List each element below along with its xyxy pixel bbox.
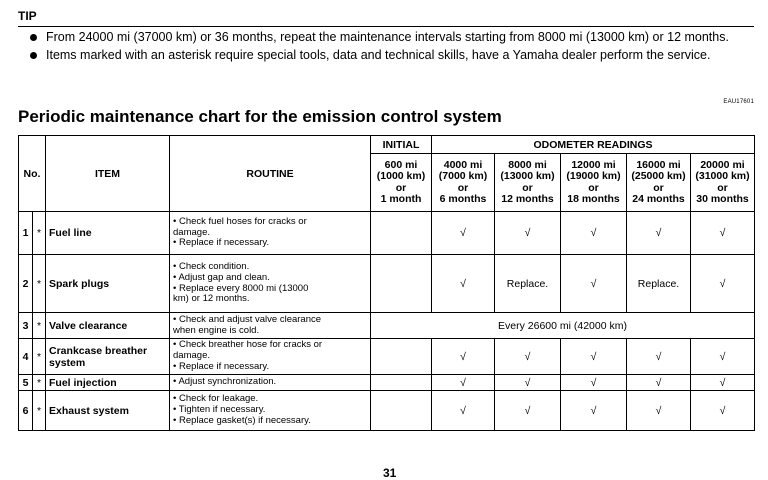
interval-line: (13000 km): [500, 170, 555, 182]
interval-cell: √: [627, 339, 691, 375]
interval-cell: √: [561, 339, 627, 375]
interval-cell: Replace.: [627, 255, 691, 313]
tip-header: [18, 6, 754, 27]
interval-line: 16000 mi: [636, 158, 681, 171]
interval-cell: √: [691, 339, 755, 375]
asterisk-marker: *: [33, 255, 46, 313]
asterisk-marker: *: [33, 391, 46, 431]
interval-line: or: [522, 181, 533, 194]
table-row: [19, 339, 755, 375]
interval-line: 4000 mi: [443, 158, 483, 171]
bullet-dot-icon: [30, 52, 37, 59]
row-number: 3: [19, 313, 33, 339]
page-number: 31: [383, 466, 397, 480]
interval-header: [495, 154, 561, 212]
tip-bullet: [30, 48, 754, 64]
interval-line: 1 month: [380, 193, 422, 205]
routine-line: damage.: [173, 226, 210, 238]
interval-cell: [371, 339, 432, 375]
interval-cell: √: [691, 255, 755, 313]
interval-cell: √: [495, 339, 561, 375]
interval-line: (7000 km): [438, 170, 488, 182]
interval-cell: √: [561, 391, 627, 431]
interval-cell: √: [432, 255, 495, 313]
routine-line: when engine is cold.: [173, 324, 260, 336]
routine-line: • Check condition.: [173, 260, 250, 272]
header-routine: ROUTINE: [170, 136, 371, 212]
interval-cell: Replace.: [495, 255, 561, 313]
interval-line: (25000 km): [631, 170, 686, 182]
header-odometer: ODOMETER READINGS: [432, 136, 755, 154]
item-name: Crankcase breather system: [46, 339, 170, 375]
interval-cell: √: [691, 212, 755, 255]
interval-line: (1000 km): [376, 170, 426, 182]
document-code: EAU17601: [723, 99, 754, 105]
interval-cell: √: [627, 391, 691, 431]
interval-cell: √: [495, 375, 561, 391]
table-row: [19, 212, 755, 255]
interval-line: or: [457, 181, 469, 194]
row-number: 2: [19, 255, 33, 313]
routine-line: • Replace if necessary.: [173, 237, 270, 249]
routine-line: • Adjust gap and clean.: [173, 271, 270, 283]
item-name: Fuel injection: [46, 375, 170, 391]
interval-cell: √: [432, 212, 495, 255]
tip-bullets: [30, 30, 754, 65]
item-name: Exhaust system: [46, 391, 170, 431]
tip-bullet-text: Items marked with an asterisk require special tools, data and technical skills, have a Yamaha dealer perform the service.: [46, 47, 711, 62]
interval-line: (19000 km): [566, 170, 621, 182]
interval-cell: √: [627, 212, 691, 255]
routine-line: • Replace if necessary.: [173, 360, 270, 372]
routine-line: • Check for leakage.: [173, 393, 259, 405]
row-number: 1: [19, 212, 33, 255]
interval-line: 6 months: [439, 193, 487, 205]
tip-bullet-text: From 24000 mi (37000 km) or 36 months, repeat the maintenance intervals starting from 8000 mi (13000 km) or 12 months.: [46, 30, 729, 44]
interval-cell: √: [627, 375, 691, 391]
tip-bullet: [30, 30, 754, 46]
interval-header: [561, 154, 627, 212]
routine-line: • Tighten if necessary.: [173, 404, 266, 416]
interval-line: 12000 mi: [571, 158, 616, 171]
interval-line: 8000 mi: [508, 158, 547, 171]
item-name: Fuel line: [46, 212, 170, 255]
header-initial: INITIAL: [371, 136, 432, 154]
header-no: No.: [19, 136, 46, 212]
interval-cell: √: [691, 375, 755, 391]
interval-cell: [371, 391, 432, 431]
routine-line: • Adjust synchronization.: [173, 376, 277, 388]
interval-line: 30 months: [696, 193, 749, 205]
table-row: [19, 391, 755, 431]
interval-cell: [371, 255, 432, 313]
interval-line: 20000 mi: [700, 158, 745, 171]
header-item: ITEM: [46, 136, 170, 212]
routine-cell: [170, 313, 371, 339]
routine-line: km) or 12 months.: [173, 293, 250, 305]
interval-cell: √: [691, 391, 755, 431]
asterisk-marker: *: [33, 375, 46, 391]
interval-line: 18 months: [567, 193, 620, 205]
routine-line: damage.: [173, 350, 210, 362]
interval-cell: [371, 375, 432, 391]
interval-cell: √: [432, 375, 495, 391]
interval-cell: √: [432, 339, 495, 375]
interval-line: or: [717, 181, 728, 194]
interval-cell: [371, 212, 432, 255]
routine-line: • Replace every 8000 mi (13000: [173, 282, 309, 294]
row-number: 4: [19, 339, 33, 375]
interval-cell: √: [495, 391, 561, 431]
interval-line: 24 months: [632, 193, 685, 205]
interval-line: 12 months: [501, 193, 554, 205]
interval-header: [627, 154, 691, 212]
asterisk-marker: *: [33, 339, 46, 375]
item-name: Valve clearance: [46, 313, 170, 339]
interval-line: or: [653, 181, 664, 194]
routine-cell: [170, 212, 371, 255]
routine-cell: [170, 255, 371, 313]
interval-line: 600 mi: [384, 158, 418, 171]
routine-line: • Check breather hose for cracks or: [173, 339, 323, 351]
table-row: [19, 313, 755, 339]
section-title: Periodic maintenance chart for the emission control system: [18, 107, 502, 126]
interval-cell: √: [561, 255, 627, 313]
interval-cell: √: [432, 391, 495, 431]
routine-cell: [170, 391, 371, 431]
asterisk-marker: *: [33, 313, 46, 339]
bullet-dot-icon: [30, 34, 37, 41]
interval-cell: √: [561, 375, 627, 391]
interval-cell: √: [495, 212, 561, 255]
table-row: [19, 375, 755, 391]
interval-header: [432, 154, 495, 212]
interval-header: [691, 154, 755, 212]
asterisk-marker: *: [33, 212, 46, 255]
routine-line: • Check fuel hoses for cracks or: [173, 215, 307, 227]
routine-line: • Replace gasket(s) if necessary.: [173, 414, 311, 426]
interval-line: or: [395, 181, 407, 194]
routine-cell: [170, 339, 371, 375]
maintenance-table: [18, 135, 755, 431]
table-row: [19, 255, 755, 313]
row-number: 6: [19, 391, 33, 431]
interval-line: or: [588, 181, 599, 194]
routine-line: • Check and adjust valve clearance: [173, 313, 322, 325]
row-number: 5: [19, 375, 33, 391]
routine-cell: [170, 375, 371, 391]
interval-line: (31000 km): [695, 170, 750, 182]
interval-cell: √: [561, 212, 627, 255]
item-name: Spark plugs: [46, 255, 170, 313]
interval-span-cell: Every 26600 mi (42000 km): [371, 313, 755, 339]
tip-label: TIP: [18, 9, 37, 23]
interval-header: [371, 154, 432, 212]
